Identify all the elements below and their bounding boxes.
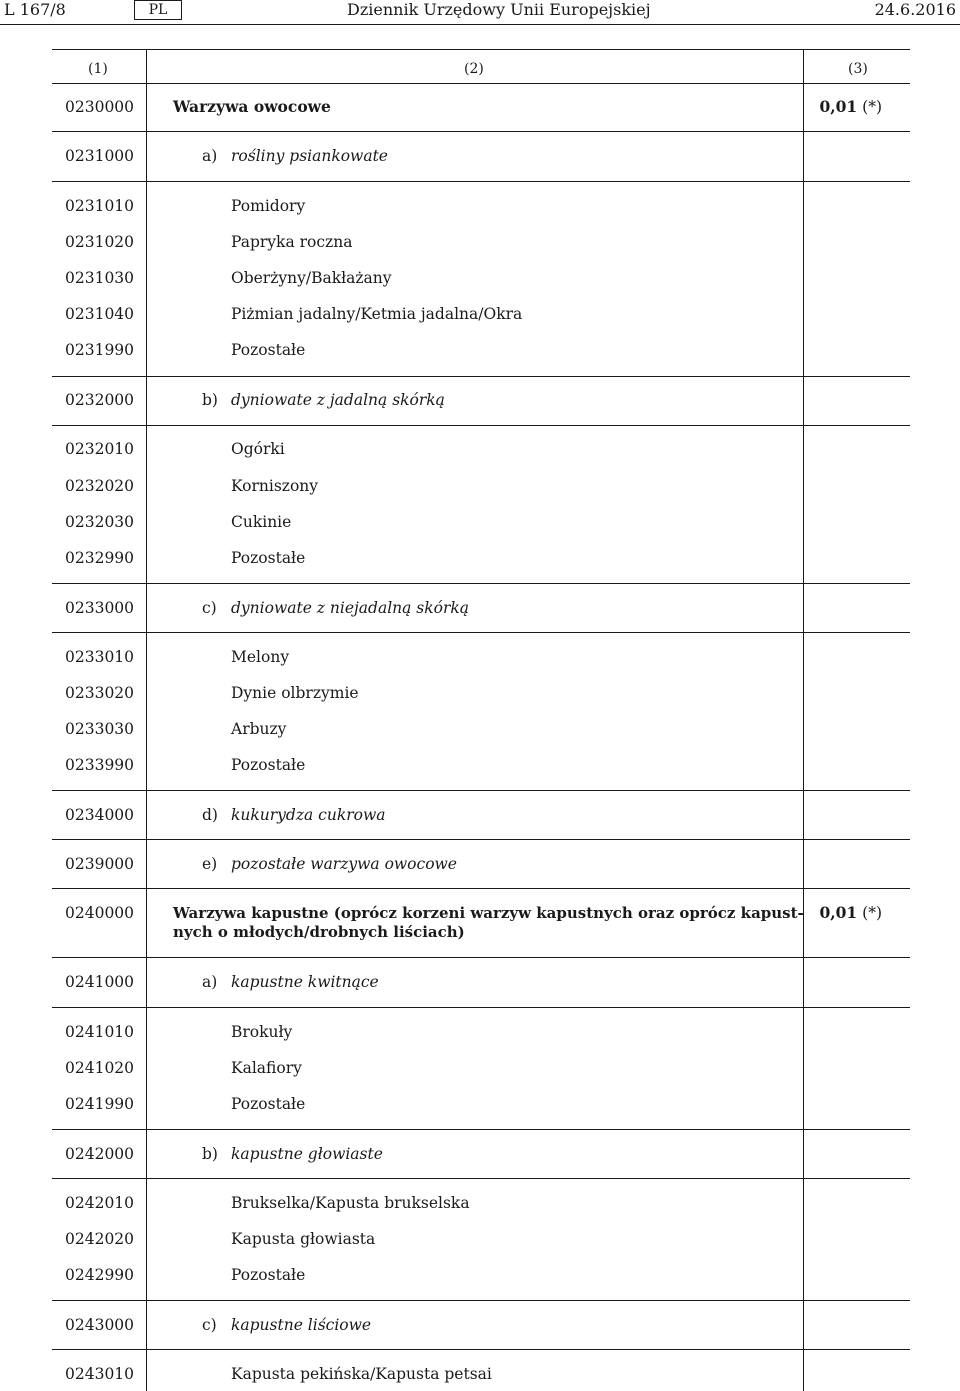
row-name: Piżmian jadalny/Ketmia jadalna/Okra <box>231 305 523 323</box>
row-name: Ogórki <box>231 440 285 458</box>
row-divider <box>52 583 910 584</box>
row-letter: b) <box>202 391 218 409</box>
row-name: Papryka roczna <box>231 233 353 251</box>
row-divider <box>52 425 910 426</box>
column-header-3: (3) <box>848 61 868 77</box>
row-name: kapustne kwitnące <box>231 973 379 991</box>
row-name: Cukinie <box>231 513 292 531</box>
row-code: 0242020 <box>65 1230 135 1248</box>
row-letter: d) <box>202 806 218 824</box>
row-code: 0242010 <box>65 1194 135 1212</box>
row-code: 0231040 <box>65 305 135 323</box>
page-reference: L 167/8 <box>4 0 66 19</box>
row-code: 0231030 <box>65 269 135 287</box>
row-name: Pozostałe <box>231 549 306 567</box>
row-name: Oberżyny/Bakłażany <box>231 269 392 287</box>
row-name: Kapusta głowiasta <box>231 1230 376 1248</box>
row-name: Pozostałe <box>231 341 306 359</box>
row-code: 0232990 <box>65 549 135 567</box>
row-code: 0239000 <box>65 855 135 873</box>
row-name: Arbuzy <box>231 720 287 738</box>
row-name: kapustne głowiaste <box>231 1145 383 1163</box>
row-name: Pozostałe <box>231 1266 306 1284</box>
row-name: Kalafiory <box>231 1059 302 1077</box>
row-code: 0233990 <box>65 756 135 774</box>
row-code: 0233030 <box>65 720 135 738</box>
row-divider <box>52 957 910 958</box>
row-code: 0242990 <box>65 1266 135 1284</box>
row-code: 0231990 <box>65 341 135 359</box>
row-divider <box>52 1129 910 1130</box>
row-code: 0240000 <box>65 904 135 922</box>
column-header-2: (2) <box>464 61 484 77</box>
row-code: 0231010 <box>65 197 135 215</box>
row-code: 0234000 <box>65 806 135 824</box>
row-divider <box>52 888 910 889</box>
row-code: 0233020 <box>65 684 135 702</box>
row-divider <box>52 1007 910 1008</box>
row-letter: a) <box>202 973 218 991</box>
row-name: Brukselka/Kapusta brukselska <box>231 1194 470 1212</box>
row-letter: b) <box>202 1145 218 1163</box>
row-value: 0,01 (*) <box>819 903 882 922</box>
header-divider <box>0 24 960 25</box>
row-name: kapustne liściowe <box>231 1316 372 1334</box>
row-name: rośliny psiankowate <box>231 147 388 165</box>
row-name: kukurydza cukrowa <box>231 806 386 824</box>
row-code: 0241010 <box>65 1023 135 1041</box>
row-divider <box>52 181 910 182</box>
row-value: 0,01 (*) <box>819 97 882 116</box>
row-code: 0232000 <box>65 391 135 409</box>
row-letter: c) <box>202 599 217 617</box>
row-name-line-2: nych o młodych/drobnych liściach) <box>173 923 465 941</box>
publication-date: 24.6.2016 <box>874 0 956 19</box>
row-name: Dynie olbrzymie <box>231 684 359 702</box>
row-code: 0230000 <box>65 98 135 116</box>
row-name: pozostałe warzywa owocowe <box>231 855 457 873</box>
row-code: 0232030 <box>65 513 135 531</box>
row-code: 0241000 <box>65 973 135 991</box>
row-name: Warzywa owocowe <box>173 97 331 116</box>
row-name: Korniszony <box>231 477 319 495</box>
column-divider-1 <box>146 50 147 1391</box>
row-code: 0243010 <box>65 1365 135 1383</box>
row-code: 0231020 <box>65 233 135 251</box>
row-divider <box>52 839 910 840</box>
row-divider <box>52 632 910 633</box>
row-divider <box>52 83 910 84</box>
row-letter: c) <box>202 1316 217 1334</box>
row-code: 0241990 <box>65 1095 135 1113</box>
row-letter: a) <box>202 147 218 165</box>
row-divider <box>52 1349 910 1350</box>
row-letter: e) <box>202 855 218 873</box>
column-divider-2 <box>803 50 804 1391</box>
row-name: Melony <box>231 648 290 666</box>
row-name: Pozostałe <box>231 1095 306 1113</box>
row-divider <box>52 131 910 132</box>
row-name: Pozostałe <box>231 756 306 774</box>
row-code: 0233000 <box>65 599 135 617</box>
row-code: 0242000 <box>65 1145 135 1163</box>
row-code: 0232010 <box>65 440 135 458</box>
row-name: Kapusta pekińska/Kapusta petsai <box>231 1365 492 1383</box>
column-header-1: (1) <box>88 61 108 77</box>
language-badge: PL <box>134 0 182 20</box>
row-code: 0231000 <box>65 147 135 165</box>
row-divider <box>52 790 910 791</box>
row-name: Brokuły <box>231 1023 293 1041</box>
row-code: 0241020 <box>65 1059 135 1077</box>
row-divider <box>52 1300 910 1301</box>
row-code: 0232020 <box>65 477 135 495</box>
journal-title: Dziennik Urzędowy Unii Europejskiej <box>347 0 651 19</box>
row-code: 0243000 <box>65 1316 135 1334</box>
row-code: 0233010 <box>65 648 135 666</box>
row-name-line-1: Warzywa kapustne (oprócz korzeni warzyw kapustnych oraz oprócz kapust- <box>173 904 804 922</box>
row-name: dyniowate z jadalną skórką <box>231 391 445 409</box>
row-name: Pomidory <box>231 197 306 215</box>
residue-table <box>52 49 910 1391</box>
row-divider <box>52 376 910 377</box>
row-name: dyniowate z niejadalną skórką <box>231 599 470 617</box>
row-divider <box>52 1178 910 1179</box>
page-header <box>0 0 960 22</box>
